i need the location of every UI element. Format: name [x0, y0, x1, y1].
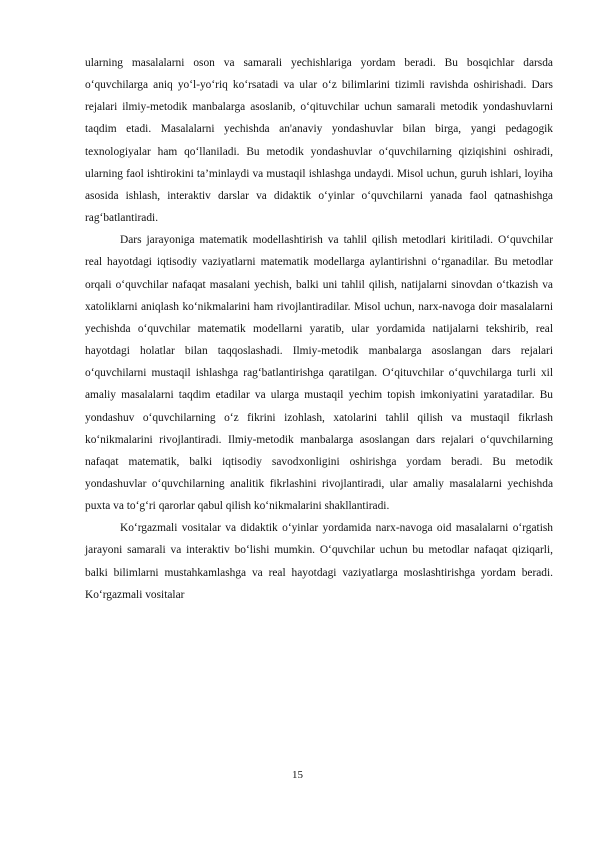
- paragraph-3: Ko‘rgazmali vositalar va didaktik o‘yinlar yordamida narx-navoga oid masalalarni o‘rgatish jarayoni samarali va interaktiv bo‘lishi mumkin. O‘quvchilar uchun bu metodlar nafaqat qiziqarli, balki bilimlarni mustahkamlashga va real hayotdagi vaziyatlarga moslashtirishga yordam beradi. Ko‘rgazmali vositalar: [85, 522, 553, 601]
- page-number: 15: [292, 769, 303, 781]
- paragraph-2: Dars jarayoniga matematik modellashtirish va tahlil qilish metodlari kiritiladi. O‘quvchilar real hayotdagi iqtisodiy vaziyatlarni matematik modellarga aylantirishni o‘rganadilar. Bu metodlar orqali o‘quvchilar nafaqat masalani yechish, balki uni tahlil qilish, natijalarni sinovdan o‘tkazish va xatoliklarni aniqlash ko‘nikmalarini ham rivojlantiradilar. Misol uchun, narx-navoga doir masalalarni yechishda o‘quvchilar matematik modellarni yaratib, ular yordamida natijalarni tekshirib, real hayotdagi holatlar bilan taqqoslashadi. Ilmiy-metodik manbalarga asoslangan dars rejalari o‘quvchilarni mustaqil ishlashga rag‘batlantirishga qaratilgan. O‘qituvchilar o‘quvchilarga turli xil amaliy masalalarni taqdim etadilar va ularga mustaqil yechim topish imkoniyatini yaratadilar. Bu yondashuv o‘quvchilarning o‘z fikrini izohlash, xatolarini tahlil qilish va mustaqil fikrlash ko‘nikmalarini rivojlantiradi. Ilmiy-metodik manbalarga asoslangan dars rejalari o‘quvchilarning nafaqat matematik, balki iqtisodiy savodxonligini oshirishga yordam beradi. Bu metodik yondashuvlar o‘quvchilarning analitik fikrlashini rivojlantiradi, ular amaliy masalalarni yechishda puxta va to‘g‘ri qarorlar qabul qilish ko‘nikmalarini shakllantiradi.: [85, 234, 553, 513]
- paragraph-1: ularning masalalarni oson va samarali yechishlariga yordam beradi. Bu bosqichlar darsda o‘quvchilarga aniq yo‘l-yo‘riq ko‘rsatadi va ular o‘z bilimlarini tizimli ravishda oshirishadi. Dars rejalari ilmiy-metodik manbalarga asoslanib, o‘qituvchilar uchun samarali metodik yondashuvlarni taqdim etadi. Masalalarni yechishda an'anaviy yondashuvlar bilan birga, yangi pedagogik texnologiyalar ham qo‘llaniladi. Bu metodik yondashuvlar o‘quvchilarning qiziqishini oshiradi, ularning faol ishtirokini ta’minlaydi va mustaqil ishlashga undaydi. Misol uchun, guruh ishlari, loyiha asosida ishlash, interaktiv darslar va didaktik o‘yinlar o‘quvchilarni yanada faol qatnashishga rag‘batlantiradi.: [85, 57, 553, 225]
- body-text: [85, 52, 553, 606]
